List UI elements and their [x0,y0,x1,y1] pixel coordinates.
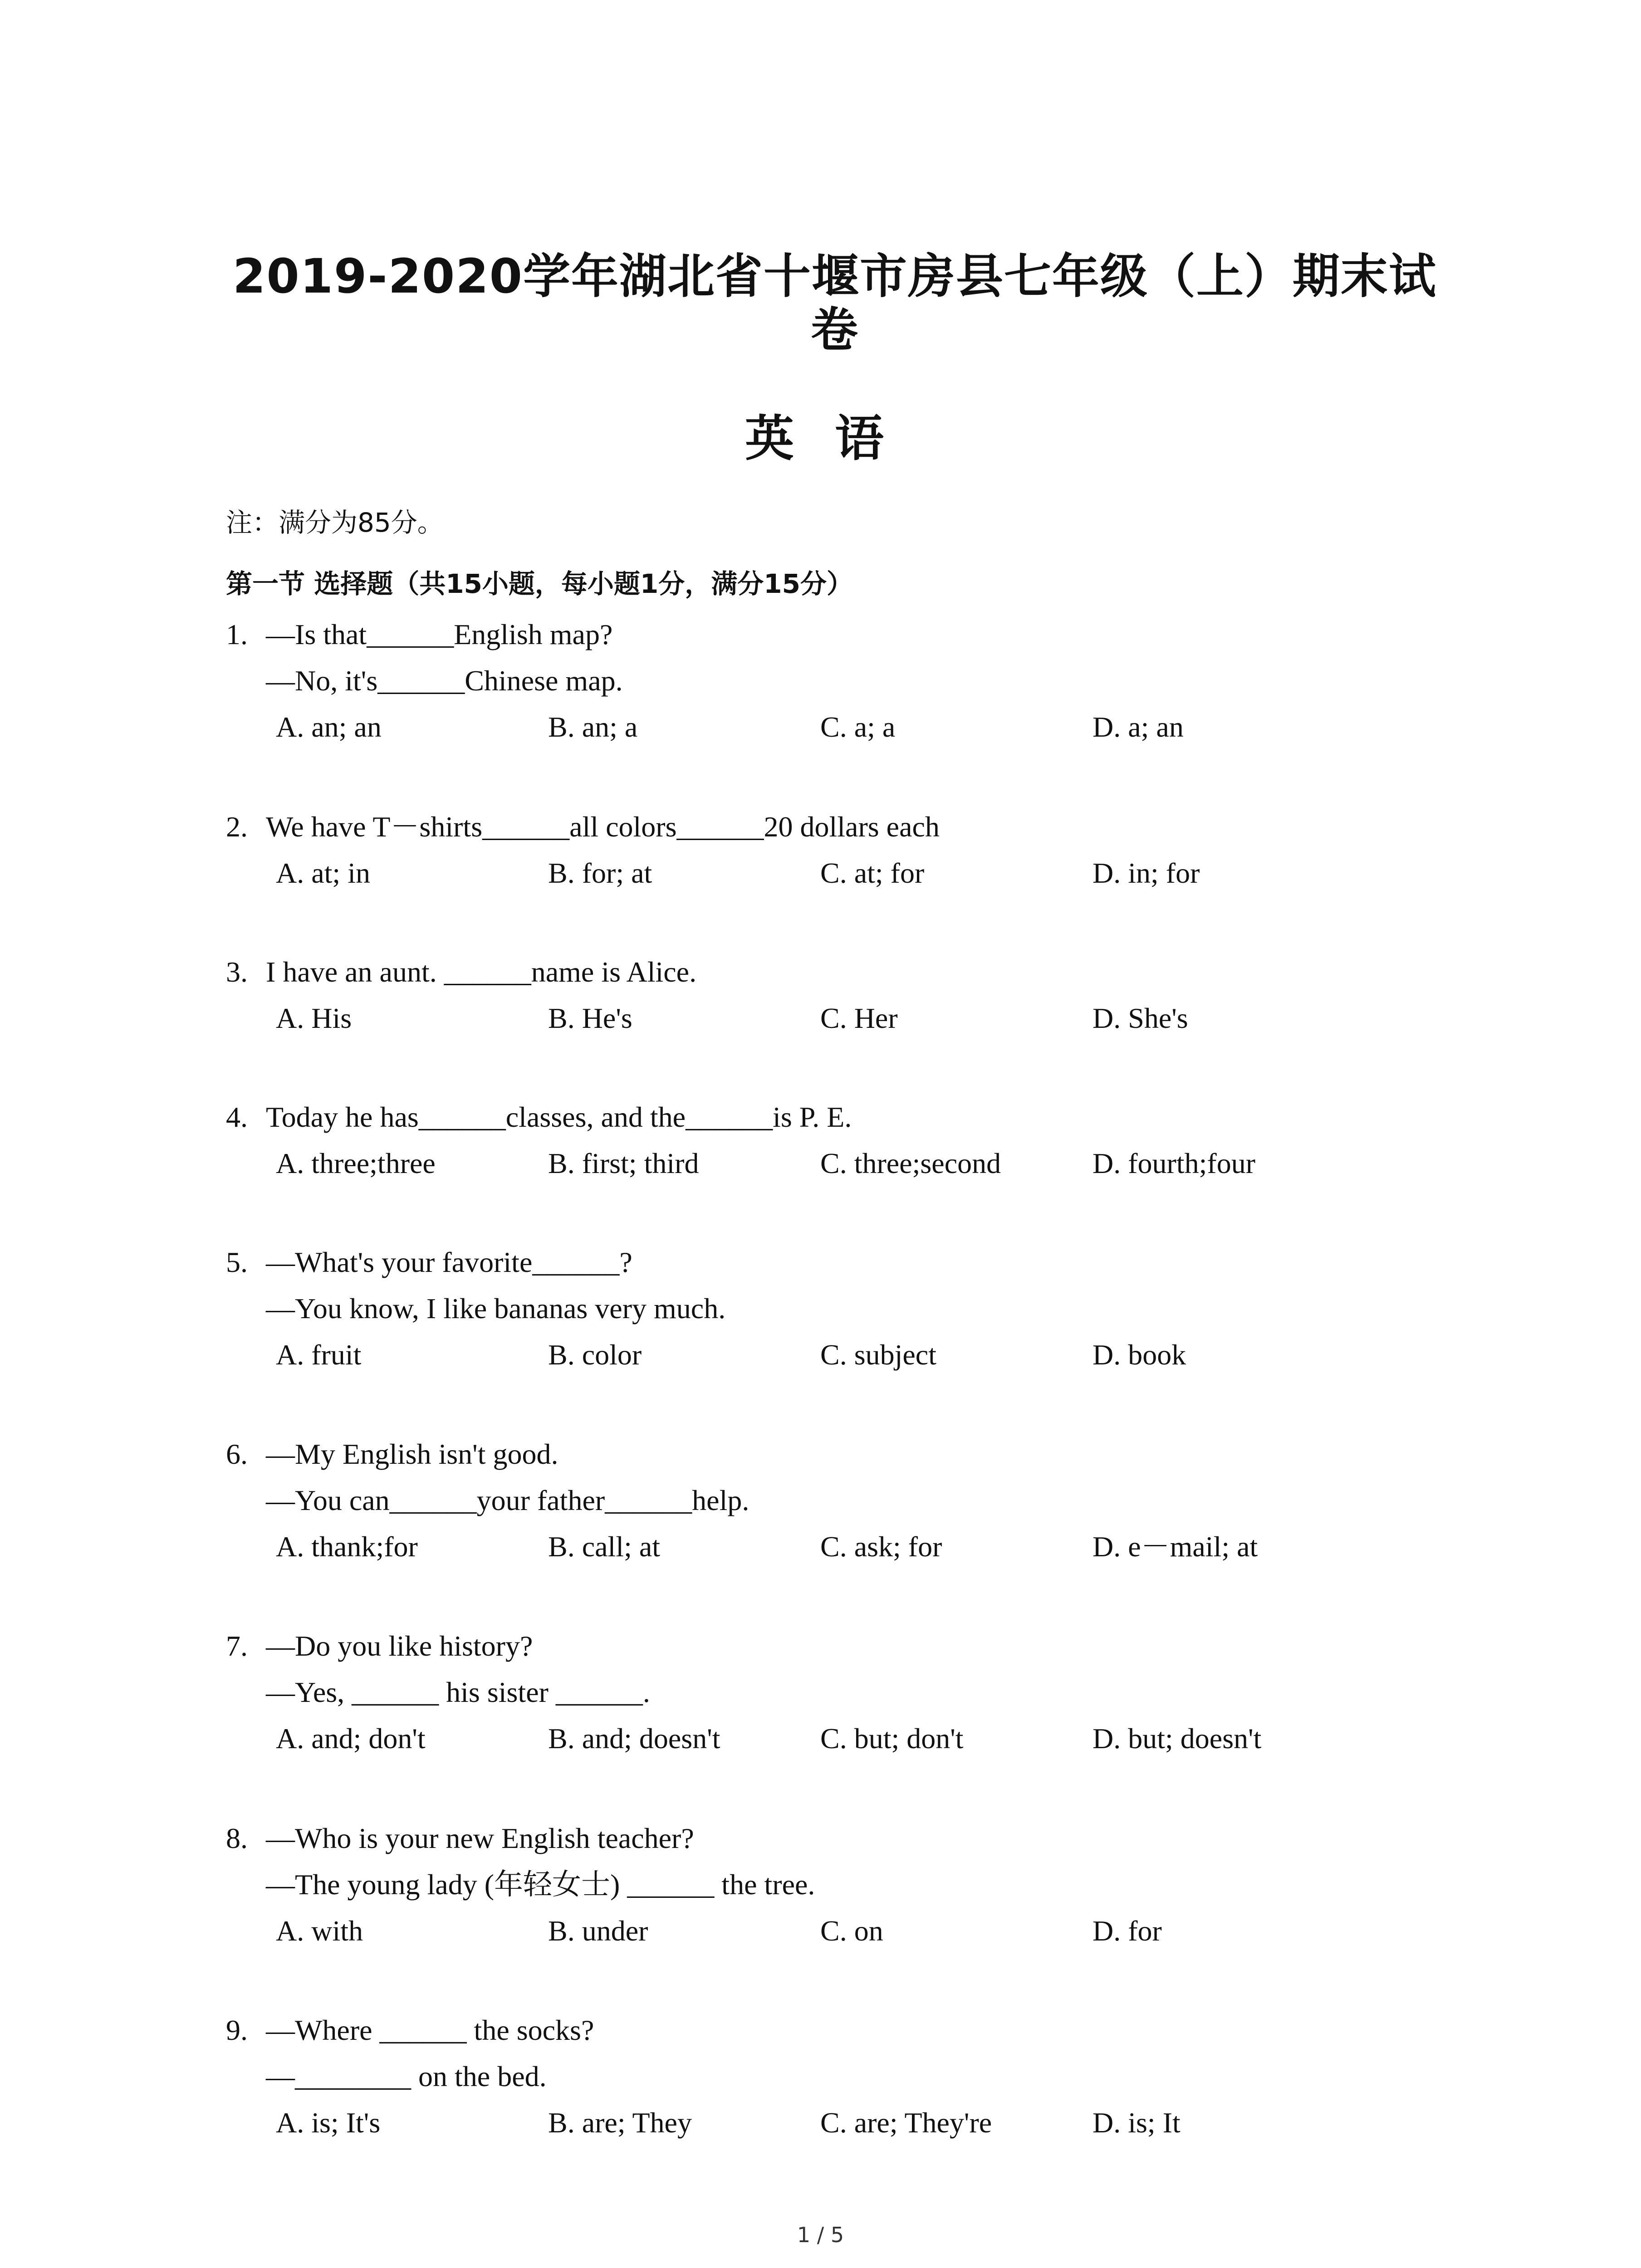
section-heading: 第一节 选择题（共15小题，每小题1分，满分15分） [226,568,853,599]
option-d[interactable]: D. is; It [1092,2107,1181,2139]
option-a[interactable]: A. His [276,1002,352,1034]
question-4 [226,1094,1451,1187]
option-a[interactable]: A. thank;for [276,1530,418,1563]
option-b[interactable]: B. He's [548,1002,632,1034]
question-stem: —________ on the bed. [266,2060,547,2092]
question-stem: Today he has______classes, and the______is P. E. [266,1101,852,1133]
options-row [226,850,1451,896]
page-number: 1 / 5 [797,2223,844,2247]
subject-heading: 英语 [745,410,925,467]
option-d[interactable]: D. in; for [1092,857,1200,889]
question-1 [226,611,1451,750]
option-c[interactable]: C. but; don't [820,1722,964,1755]
options-row [226,2100,1451,2146]
option-a[interactable]: A. three;three [276,1147,436,1179]
option-b[interactable]: B. first; third [548,1147,699,1179]
option-c[interactable]: C. at; for [820,857,925,889]
question-number: 7. [226,1630,248,1662]
option-c[interactable]: C. subject [820,1339,936,1371]
option-d[interactable]: D. e－mail; at [1092,1530,1258,1563]
question-stem: —You can______your father______help. [266,1484,749,1516]
question-9 [226,2007,1451,2146]
question-number: 2. [226,811,248,843]
question-stem: —Who is your new English teacher? [266,1822,694,1854]
question-number: 4. [226,1101,248,1133]
option-c[interactable]: C. Her [820,1002,898,1034]
question-number: 9. [226,2014,248,2046]
question-stem: —The young lady (年轻女士) ______ the tree. [266,1868,815,1901]
question-number: 3. [226,956,248,988]
score-note: 注：满分为85分。 [226,507,444,538]
option-a[interactable]: A. and; don't [276,1722,426,1755]
question-stem: —Do you like history? [266,1630,533,1662]
options-row [226,995,1451,1041]
exam-title: 2019-2020学年湖北省十堰市房县七年级（上）期末试卷 [232,249,1437,357]
option-a[interactable]: A. at; in [276,857,370,889]
question-stem: —Yes, ______ his sister ______. [266,1676,650,1708]
option-d[interactable]: D. a; an [1092,711,1184,743]
option-b[interactable]: B. and; doesn't [548,1722,720,1755]
option-d[interactable]: D. but; doesn't [1092,1722,1262,1755]
option-c[interactable]: C. on [820,1915,883,1947]
option-b[interactable]: B. are; They [548,2107,692,2139]
question-stem: —Is that______English map? [266,618,613,650]
option-d[interactable]: D. She's [1092,1002,1188,1034]
question-stem: —What's your favorite______? [266,1246,632,1278]
option-b[interactable]: B. under [548,1915,648,1947]
option-c[interactable]: C. are; They're [820,2107,992,2139]
option-a[interactable]: A. an; an [276,711,382,743]
question-3 [226,949,1451,1041]
options-row [226,1716,1451,1762]
options-row [226,704,1451,750]
option-d[interactable]: D. for [1092,1915,1162,1947]
question-5 [226,1239,1451,1378]
question-8 [226,1815,1451,1954]
option-d[interactable]: D. fourth;four [1092,1147,1256,1179]
question-stem: —Where ______ the socks? [266,2014,594,2046]
question-stem: —You know, I like bananas very much. [266,1292,726,1325]
option-c[interactable]: C. ask; for [820,1530,942,1563]
question-stem: I have an aunt. ______name is Alice. [266,956,697,988]
option-c[interactable]: C. three;second [820,1147,1001,1179]
options-row [226,1332,1451,1378]
option-c[interactable]: C. a; a [820,711,896,743]
option-a[interactable]: A. with [276,1915,363,1947]
option-b[interactable]: B. for; at [548,857,652,889]
option-b[interactable]: B. an; a [548,711,638,743]
options-row [226,1908,1451,1954]
options-row [226,1140,1451,1187]
option-d[interactable]: D. book [1092,1339,1186,1371]
option-a[interactable]: A. fruit [276,1339,362,1371]
question-6 [226,1431,1451,1570]
question-stem: —No, it's______Chinese map. [266,665,623,697]
question-7 [226,1623,1451,1762]
question-number: 6. [226,1438,248,1470]
question-stem: We have T－shirts______all colors______20 dollars each [266,811,940,843]
options-row [226,1524,1451,1570]
option-b[interactable]: B. color [548,1339,642,1371]
option-a[interactable]: A. is; It's [276,2107,381,2139]
question-number: 5. [226,1246,248,1278]
question-number: 1. [226,618,248,650]
question-stem: —My English isn't good. [266,1438,558,1470]
option-b[interactable]: B. call; at [548,1530,661,1563]
question-number: 8. [226,1822,248,1854]
question-2 [226,804,1451,896]
